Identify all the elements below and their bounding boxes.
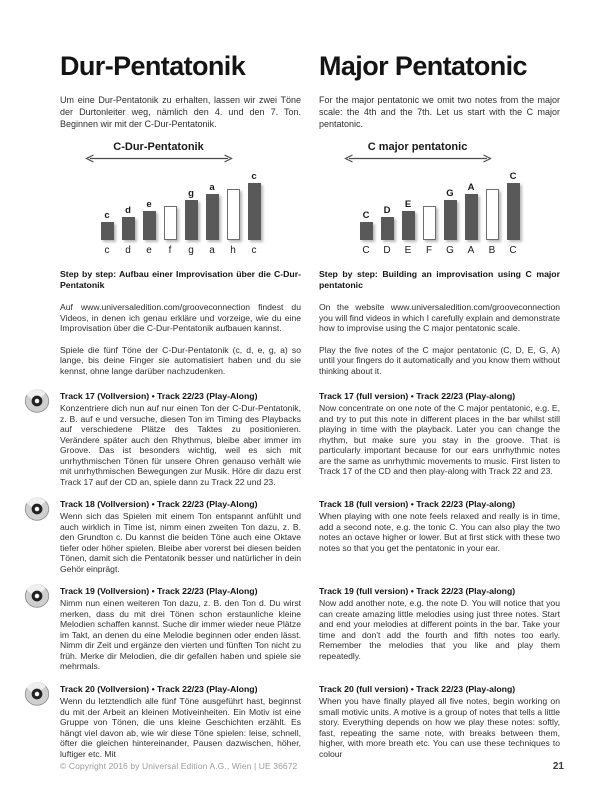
chart-bar-column	[444, 188, 457, 240]
page-number: 21	[552, 761, 564, 772]
english-column-header	[319, 52, 560, 94]
omitted-note-bar	[486, 189, 499, 240]
bar-bottom-label: c	[251, 245, 257, 256]
bar-bottom-label: G	[446, 245, 454, 256]
omitted-note-bar	[164, 206, 177, 240]
page-footer	[60, 761, 564, 772]
chart-bar-column	[486, 177, 499, 240]
scale-note-bar	[381, 217, 394, 240]
bar-bottom-label: d	[125, 245, 131, 256]
two-column-layout	[60, 52, 560, 759]
chart-bar-column	[185, 188, 198, 240]
bar-bottom-label: D	[383, 245, 391, 256]
bar-top-label: g	[188, 188, 194, 199]
track-20-body-english: When you have finally played all five notes, begin working on small motivic units. A motive is a group of notes that tells a little story. Everything depends on how we play these notes: softly, fast, repeating the same note, with breaks between them, higher, with more breath etc. You can use these techniques to colour	[319, 696, 560, 759]
chart-bar-column	[101, 210, 114, 240]
intro-text-english: For the major pentatonic we omit two notes from the major scale: the 4th and the 7th. Let us start with the C major pentatonic.	[319, 95, 560, 130]
bar-top-label	[423, 194, 436, 205]
bar-top-label: E	[404, 199, 412, 210]
track-19-heading-german: Track 19 (Vollversion) • Track 22/23 (Play-Along)	[60, 586, 258, 596]
scale-note-bar	[143, 211, 156, 240]
scale-note-bar	[402, 211, 415, 240]
track-17-body-english: Now concentrate on one note of the C major pentatonic, e.g. E, and try to put this note in different places in the bar whilst still playing in time with the playback. Later you can change the rhythm, but make sure you stay in the groove. That is particularly important because for our ears unrhythmic notes are the same as unrhythmic movements to music. First listen to Track 17 of the CD and then play-along with Track 22 and 23.	[319, 403, 560, 476]
track-19-section-german	[60, 586, 301, 684]
step-heading-german: Step by step: Aufbau einer Improvisation über die C-Dur-Pentatonik	[60, 269, 301, 290]
range-arrow-icon	[85, 154, 233, 163]
track-18-heading-german: Track 18 (Vollversion) • Track 22/23 (Play-Along)	[60, 499, 258, 509]
bar-bottom-label: h	[230, 245, 236, 256]
track-17-section-german	[60, 391, 301, 499]
bar-top-label	[227, 177, 240, 188]
page-title-german: Dur-Pentatonik	[60, 51, 246, 81]
chart-note-labels	[101, 245, 261, 256]
step-section-german	[60, 269, 301, 391]
bar-top-label	[164, 194, 177, 205]
scale-note-bar	[185, 200, 198, 240]
cd-icon	[23, 496, 51, 522]
chart-bar-column	[248, 171, 261, 240]
track-20-section-english	[319, 684, 560, 759]
scale-chart-german	[101, 140, 261, 256]
track-18-section-english	[319, 499, 560, 586]
bar-top-label: G	[446, 188, 454, 199]
chart-bar-column	[206, 182, 219, 240]
scale-note-bar	[507, 183, 520, 240]
scale-note-bar	[248, 183, 261, 240]
step-section-english	[319, 269, 560, 391]
track-17-heading-english: Track 17 (full version) • Track 22/23 (Play-along)	[319, 391, 516, 401]
bar-bottom-label: E	[404, 245, 412, 256]
bar-bottom-label: a	[209, 245, 215, 256]
bar-bottom-label: e	[146, 245, 152, 256]
track-20-heading-english: Track 20 (full version) • Track 22/23 (Play-along)	[319, 684, 516, 694]
bar-bottom-label: B	[488, 245, 496, 256]
range-arrow-icon	[344, 154, 492, 163]
bar-top-label: D	[383, 205, 391, 216]
bar-top-label: A	[467, 182, 475, 193]
bar-top-label: c	[251, 171, 257, 182]
track-17-body-german: Konzentriere dich nun auf nur einen Ton der C-Dur-Pentatonik, z. B. auf e und versuche, diesen Ton im Timing des Playbacks auf verschiedene Plätze des Taktes zu positionieren. Verändere später auch den Rhythmus, bleibe aber immer im Groove. Das ist besonders wichtig, weil es sich mit unrhythmischen Tönen für unsere Ohren genauso verhält wie mit unrhythmischen Bewegungen zur Musik. Höre dir dazu erst Track 17 auf der CD an, spiele dann zu Track 22 und 23.	[60, 403, 301, 487]
scale-chart-english	[360, 140, 520, 256]
chart-title: C-Dur-Pentatonik	[113, 141, 204, 153]
bar-top-label	[486, 177, 499, 188]
bar-bottom-label: A	[467, 245, 475, 256]
chart-bar-column	[164, 194, 177, 240]
scale-chart-english-cell	[319, 140, 560, 269]
page-title-english: Major Pentatonic	[319, 51, 527, 81]
track-20-section-german	[60, 684, 301, 759]
cd-icon	[23, 583, 51, 609]
bar-top-label: a	[209, 182, 215, 193]
german-column-header	[60, 52, 301, 94]
step-paragraph-1-english: On the website www.universaledition.com/grooveconnection you will find videos in which I carefully explain and demonstrate how to improvise using the C major pentatonic scale.	[319, 302, 560, 333]
omitted-note-bar	[227, 189, 240, 240]
chart-bar-column	[381, 205, 394, 240]
bar-top-label: C	[509, 171, 517, 182]
scale-note-bar	[444, 200, 457, 240]
track-19-heading-english: Track 19 (full version) • Track 22/23 (Play-along)	[319, 586, 516, 596]
track-18-section-german	[60, 499, 301, 586]
track-18-body-english: When playing with one note feels relaxed and really is in time, add a second note, e.g. the tonic C. You can also play the two notes an octave higher or lower. But at first stick with these two notes so that you get the pentatonic in your ear.	[319, 511, 560, 553]
chart-bar-column	[360, 210, 373, 240]
bar-bottom-label: c	[104, 245, 110, 256]
intro-text-german: Um eine Dur-Pentatonik zu erhalten, lassen wir zwei Töne der Durtonleiter weg, nämlich den 4. und den 7. Ton. Beginnen wir mit der C-Dur-Pentatonik.	[60, 95, 301, 130]
bar-bottom-label: f	[168, 245, 172, 256]
chart-bars	[101, 166, 261, 240]
scale-note-bar	[206, 194, 219, 240]
track-20-body-german: Wenn du letztendlich alle fünf Töne ausgeführt hast, beginnst du mit der Arbeit an kleinen Motiveinheiten. Ein Motiv ist eine Gruppe von Tönen, die uns kleine Geschichten erzählt. Es hängt viel davon ab, wie wir diese Töne spielen: leise, schnell, öfter die gleichen hintereinander, Pausen dazwischen, höher, luftiger etc. Mit	[60, 696, 301, 759]
step-heading-english: Step by step: Building an improvisation using C major pentatonic	[319, 269, 560, 290]
bar-bottom-label: g	[188, 245, 194, 256]
chart-bar-column	[465, 182, 478, 240]
step-paragraph-1-german: Auf www.universaledition.com/grooveconnection findest du Videos, in denen ich genau erkläre und vorzeige, wie du eine Improvisation über die C-Dur-Pentatonik aufbauen kannst.	[60, 302, 301, 333]
bar-top-label: C	[362, 210, 370, 221]
step-paragraph-2-german: Spiele die fünf Töne der C-Dur-Pentatonik (c, d, e, g, a) so lange, bis deine Finger sie automatisiert haben und du sie kennst, ohne lange darüber nachzudenken.	[60, 344, 301, 376]
copyright-notice: © Copyright 2016 by Universal Edition A.G., Wien | UE 36672	[60, 761, 298, 771]
chart-note-labels	[360, 245, 520, 256]
chart-bar-column	[402, 199, 415, 240]
bar-bottom-label: C	[509, 245, 517, 256]
chart-bar-column	[507, 171, 520, 240]
track-17-section-english	[319, 391, 560, 499]
chart-bar-column	[227, 177, 240, 240]
chart-header	[85, 141, 233, 163]
scale-note-bar	[360, 222, 373, 240]
track-17-heading-german: Track 17 (Vollversion) • Track 22/23 (Play-Along)	[60, 391, 258, 401]
chart-bars	[360, 166, 520, 240]
scale-note-bar	[122, 217, 135, 240]
bar-top-label: d	[125, 205, 131, 216]
scale-note-bar	[465, 194, 478, 240]
chart-bar-column	[143, 199, 156, 240]
step-paragraph-2-english: Play the five notes of the C major pentatonic (C, D, E, G, A) until your fingers do it automatically and you know them without thinking about it.	[319, 344, 560, 376]
track-18-body-german: Wenn sich das Spielen mit einem Ton entspannt anfühlt und auch wirklich in Time ist, nimm einen zweiten Ton dazu, z. B. den Grundton c. Du kannst die beiden Töne auch eine Oktave tiefer oder höher spielen. Bleibe aber vorerst bei diesen beiden Tönen, damit sich die Pentatonik besser und natürlicher in dein Gehör einprägt.	[60, 511, 301, 574]
track-18-heading-english: Track 18 (full version) • Track 22/23 (Play-along)	[319, 499, 516, 509]
scale-note-bar	[101, 222, 114, 240]
bar-top-label: e	[146, 199, 152, 210]
omitted-note-bar	[423, 206, 436, 240]
track-19-body-english: Now add another note, e.g. the note D. You will notice that you can create amazing little melodies using just three notes. Start and end your melodies at different points in the bar. Take your time and don't add the fourth and fifth notes too early. Remember the melodies that you like and play them repeatedly.	[319, 598, 560, 661]
bar-bottom-label: F	[425, 245, 433, 256]
scale-chart-german-cell	[60, 140, 301, 269]
chart-title: C major pentatonic	[367, 141, 468, 153]
bar-top-label: c	[104, 210, 110, 221]
intro-english	[319, 94, 560, 140]
track-19-body-german: Nimm nun einen weiteren Ton dazu, z. B. den Ton d. Du wirst merken, dass du mit drei Tönen schon erstaunliche kleine Melodien schaffen kannst. Suche dir immer wieder neue Plätze im Takt, an denen du eine Melodie beginnen oder enden lässt. Nimm dir Zeit und ergänze den vierten und fünften Ton nicht zu früh. Merke dir Melodien, die dir gefallen haben und spiele sie mehrmals.	[60, 598, 301, 671]
chart-header	[344, 141, 492, 163]
track-20-heading-german: Track 20 (Vollversion) • Track 22/23 (Play-Along)	[60, 684, 258, 694]
track-19-section-english	[319, 586, 560, 684]
bar-bottom-label: C	[362, 245, 370, 256]
cd-icon	[23, 388, 51, 414]
chart-bar-column	[122, 205, 135, 240]
intro-german	[60, 94, 301, 140]
chart-bar-column	[423, 194, 436, 240]
cd-icon	[23, 681, 51, 707]
